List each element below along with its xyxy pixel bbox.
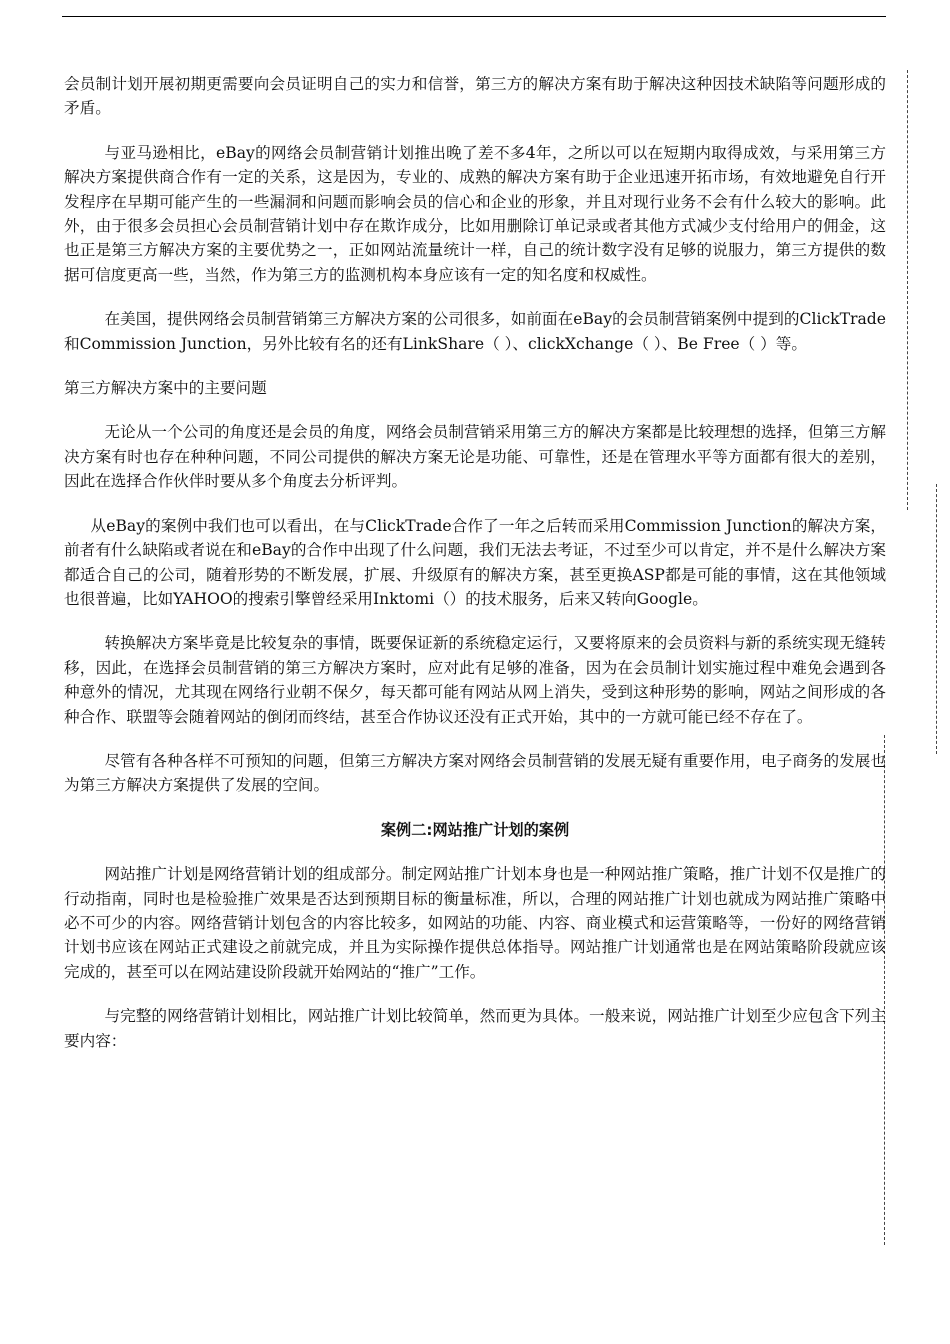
margin-mark xyxy=(936,484,937,754)
case-heading: 案例二:网站推广计划的案例 xyxy=(380,820,570,839)
paragraph: 转换解决方案毕竟是比较复杂的事情，既要保证新的系统稳定运行，又要将原来的会员资料与新的系统实现无缝转移，因此，在选择会员制营销的第三方解决方案时，应对此有足够的准备，因为在会员制计划实施过程中难免会遇到各种意外的情况，尤其现在网络行业朝不保夕，每天都可能有网站从网上消失，受到这种形势的影响，网站之间形成的各种合作、联盟等会随着网站的倒闭而终结，甚至合作协议还没有正式开始，其中的一方就可能已经不存在了。 xyxy=(64,634,886,726)
paragraph: 与亚马逊相比，eBay的网络会员制营销计划推出晚了差不多4年，之所以可以在短期内取得成效，与采用第三方解决方案提供商合作有一定的关系，这是因为，专业的、成熟的解决方案有助于企业迅速开拓市场，有效地避免自行开发程序在早期可能产生的一些漏洞和问题而影响会员的信心和企业的形象，并且对现行业务不会有什么较大的影响。此外，由于很多会员担心会员制营销计划中存在欺诈成分，比如用删除订单记录或者其他方式减少支付给用户的佣金，这也正是第三方解决方案的主要优势之一，正如网站流量统计一样，自己的统计数字没有足够的说服力，第三方提供的数据可信度更高一些，当然，作为第三方的监测机构本身应该有一定的知名度和权威性。 xyxy=(64,143,886,284)
margin-mark xyxy=(907,70,908,510)
document-body xyxy=(64,72,886,1073)
paragraph: 无论从一个公司的角度还是会员的角度，网络会员制营销采用第三方的解决方案都是比较理想的选择，但第三方解决方案有时也存在种种问题，不同公司提供的解决方案无论是功能、可靠性，还是在管理水平等方面都有很大的差别，因此在选择合作伙伴时要从多个角度去分析评判。 xyxy=(64,423,886,491)
section-subtitle: 第三方解决方案中的主要问题 xyxy=(64,379,267,398)
paragraph: 从eBay的案例中我们也可以看出，在与ClickTrade合作了一年之后转而采用Commission Junction的解决方案，前者有什么缺陷或者说在和eBay的合作中出现了什么问题，我们无法去考证，不过至少可以肯定，并不是什么解决方案都适合自己的公司，随着形势的不断发展，扩展、升级原有的解决方案，甚至更换ASP都是可能的事情，这在其他领域也很普遍，比如YAHOO的搜索引擎曾经采用Inktomi（）的技术服务，后来又转向Google。 xyxy=(64,516,886,608)
header-rule xyxy=(62,16,886,17)
paragraph: 与完整的网络营销计划相比，网站推广计划比较简单，然而更为具体。一般来说，网站推广计划至少应包含下列主要内容： xyxy=(64,1007,886,1050)
paragraph: 会员制计划开展初期更需要向会员证明自己的实力和信誉，第三方的解决方案有助于解决这种因技术缺陷等问题形成的矛盾。 xyxy=(64,75,886,118)
paragraph: 在美国，提供网络会员制营销第三方解决方案的公司很多，如前面在eBay的会员制营销案例中提到的ClickTrade和Commission Junction，另外比较有名的还有LinkShare（ ）、clickXchange（ ）、Be Free（ ）等。 xyxy=(64,310,886,353)
paragraph: 尽管有各种各样不可预知的问题，但第三方解决方案对网络会员制营销的发展无疑有重要作用，电子商务的发展也为第三方解决方案提供了发展的空间。 xyxy=(64,751,886,795)
paragraph: 网站推广计划是网络营销计划的组成部分。制定网站推广计划本身也是一种网站推广策略，推广计划不仅是推广的行动指南，同时也是检验推广效果是否达到预期目标的衡量标准，所以，合理的网站推广计划也就成为网站推广策略中必不可少的内容。网络营销计划包含的内容比较多，如网站的功能、内容、商业模式和运营策略等，一份好的网络营销计划书应该在网站正式建设之前就完成，并且为实际操作提供总体指导。网站推广计划通常也是在网站策略阶段就应该完成的，甚至可以在网站建设阶段就开始网站的“推广”工作。 xyxy=(64,865,886,981)
